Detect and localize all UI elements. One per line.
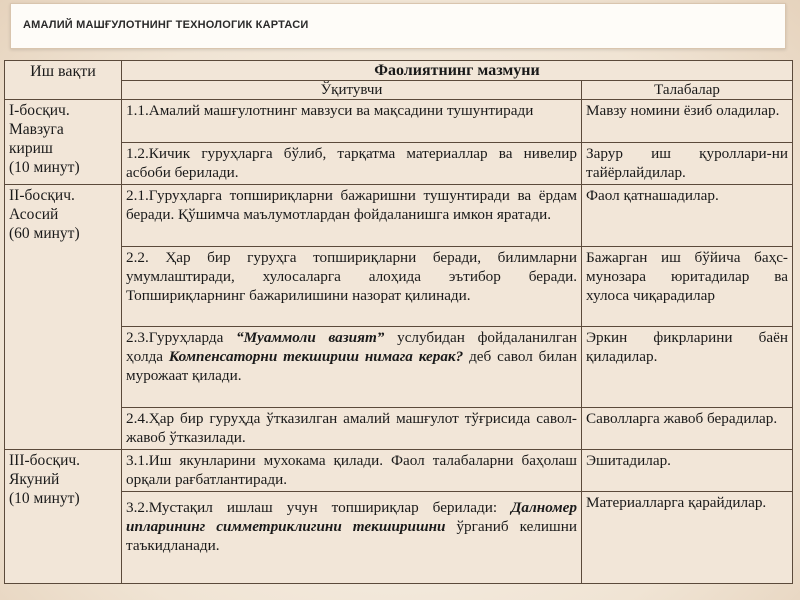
- header-activity: Фаолиятнинг мазмуни: [122, 61, 793, 81]
- student-text: Зарур иш қуроллари-ни тайёрлайдилар.: [586, 145, 788, 181]
- stage-1-text: I-босқич. Мавзуга кириш (10 минут): [9, 102, 80, 176]
- student-text: Бажарган иш бўйича баҳс-мунозара юритадилар ва хулоса чиқарадилар: [586, 249, 788, 304]
- teacher-text: 1.2.Кичик гуруҳларга бўлиб, тарқатма материаллар ва нивелир асбоби берилади.: [126, 145, 577, 181]
- teacher-emphasis: “Муаммоли вазият”: [236, 329, 385, 346]
- header-students: Талабалар: [582, 81, 793, 100]
- teacher-text: 2.2. Ҳар бир гуруҳга топшириқларни беради, билимларни умумлаштиради, хулосаларга алоҳида эътибор беради. Топшириқларнинг бажарилишини назорат қилинади.: [126, 249, 577, 304]
- student-cell-3-2: [582, 492, 793, 584]
- teacher-text: 3.1.Иш якунларини мухокама қилади. Фаол талабаларни баҳолаш орқали рағбатлантиради.: [126, 452, 577, 488]
- student-cell-2-3: [582, 327, 793, 408]
- teacher-cell-2-4: [122, 408, 582, 450]
- stage-3-text: III-босқич. Якуний (10 минут): [9, 452, 81, 507]
- student-text: Мавзу номини ёзиб оладилар.: [586, 102, 780, 119]
- student-text: Материалларга қарайдилар.: [586, 494, 767, 511]
- teacher-text: деб савол билан мурожаат қилади.: [126, 348, 577, 384]
- student-cell-2-4: [582, 408, 793, 450]
- teacher-text: 2.4.Ҳар бир гуруҳда ўтказилган амалий машғулот тўғрисида савол-жавоб ўтказилади.: [126, 410, 577, 446]
- student-text: Фаол қатнашадилар.: [586, 187, 719, 204]
- technology-map-table: [4, 60, 793, 584]
- student-text: Эркин фикрларини баён қиладилар.: [586, 329, 788, 365]
- student-cell-2-1: [582, 185, 793, 247]
- stage-1-label: [5, 100, 122, 185]
- student-cell-1-2: [582, 143, 793, 185]
- student-text: Эшитадилар.: [586, 452, 671, 469]
- teacher-cell-2-1: [122, 185, 582, 247]
- teacher-cell-3-1: [122, 450, 582, 492]
- teacher-emphasis: Далномер ипларининг симметриклигини текширишни: [126, 499, 577, 535]
- student-text: Саволларга жавоб берадилар.: [586, 410, 778, 427]
- teacher-emphasis: Компенсаторни текшириш нимага керак?: [168, 348, 464, 365]
- slide-title: АМАЛИЙ МАШҒУЛОТНИНГ ТЕХНОЛОГИК КАРТАСИ: [23, 19, 309, 31]
- stage-2-text: II-босқич. Асосий (60 минут): [9, 187, 80, 242]
- teacher-text: 2.1.Гуруҳларга топшириқларни бажаришни тушунтиради ва ёрдам беради. Қўшимча маълумотлардан фойдаланишга имкон яратади.: [126, 187, 577, 223]
- stage-3-label: [5, 450, 122, 584]
- teacher-cell-1-1: [122, 100, 582, 143]
- header-time: Иш вақти: [5, 61, 122, 100]
- teacher-cell-2-2: [122, 247, 582, 327]
- title-banner: [10, 3, 786, 49]
- teacher-text: ўрганиб келишни таъкидланади.: [126, 518, 577, 554]
- stage-2-label: [5, 185, 122, 450]
- teacher-cell-2-3: [122, 327, 582, 408]
- teacher-cell-3-2: [122, 492, 582, 584]
- teacher-cell-1-2: [122, 143, 582, 185]
- student-cell-2-2: [582, 247, 793, 327]
- teacher-text: услубидан фойдаланилган ҳолда: [126, 329, 577, 365]
- teacher-text: 1.1.Амалий машғулотнинг мавзуси ва мақсадини тушунтиради: [126, 102, 534, 119]
- student-cell-3-1: [582, 450, 793, 492]
- header-teacher: Ўқитувчи: [122, 81, 582, 100]
- teacher-text: 2.3.Гуруҳларда: [126, 329, 237, 346]
- teacher-text: 3.2.Мустақил ишлаш учун топшириқлар берилади:: [126, 499, 512, 516]
- student-cell-1-1: [582, 100, 793, 143]
